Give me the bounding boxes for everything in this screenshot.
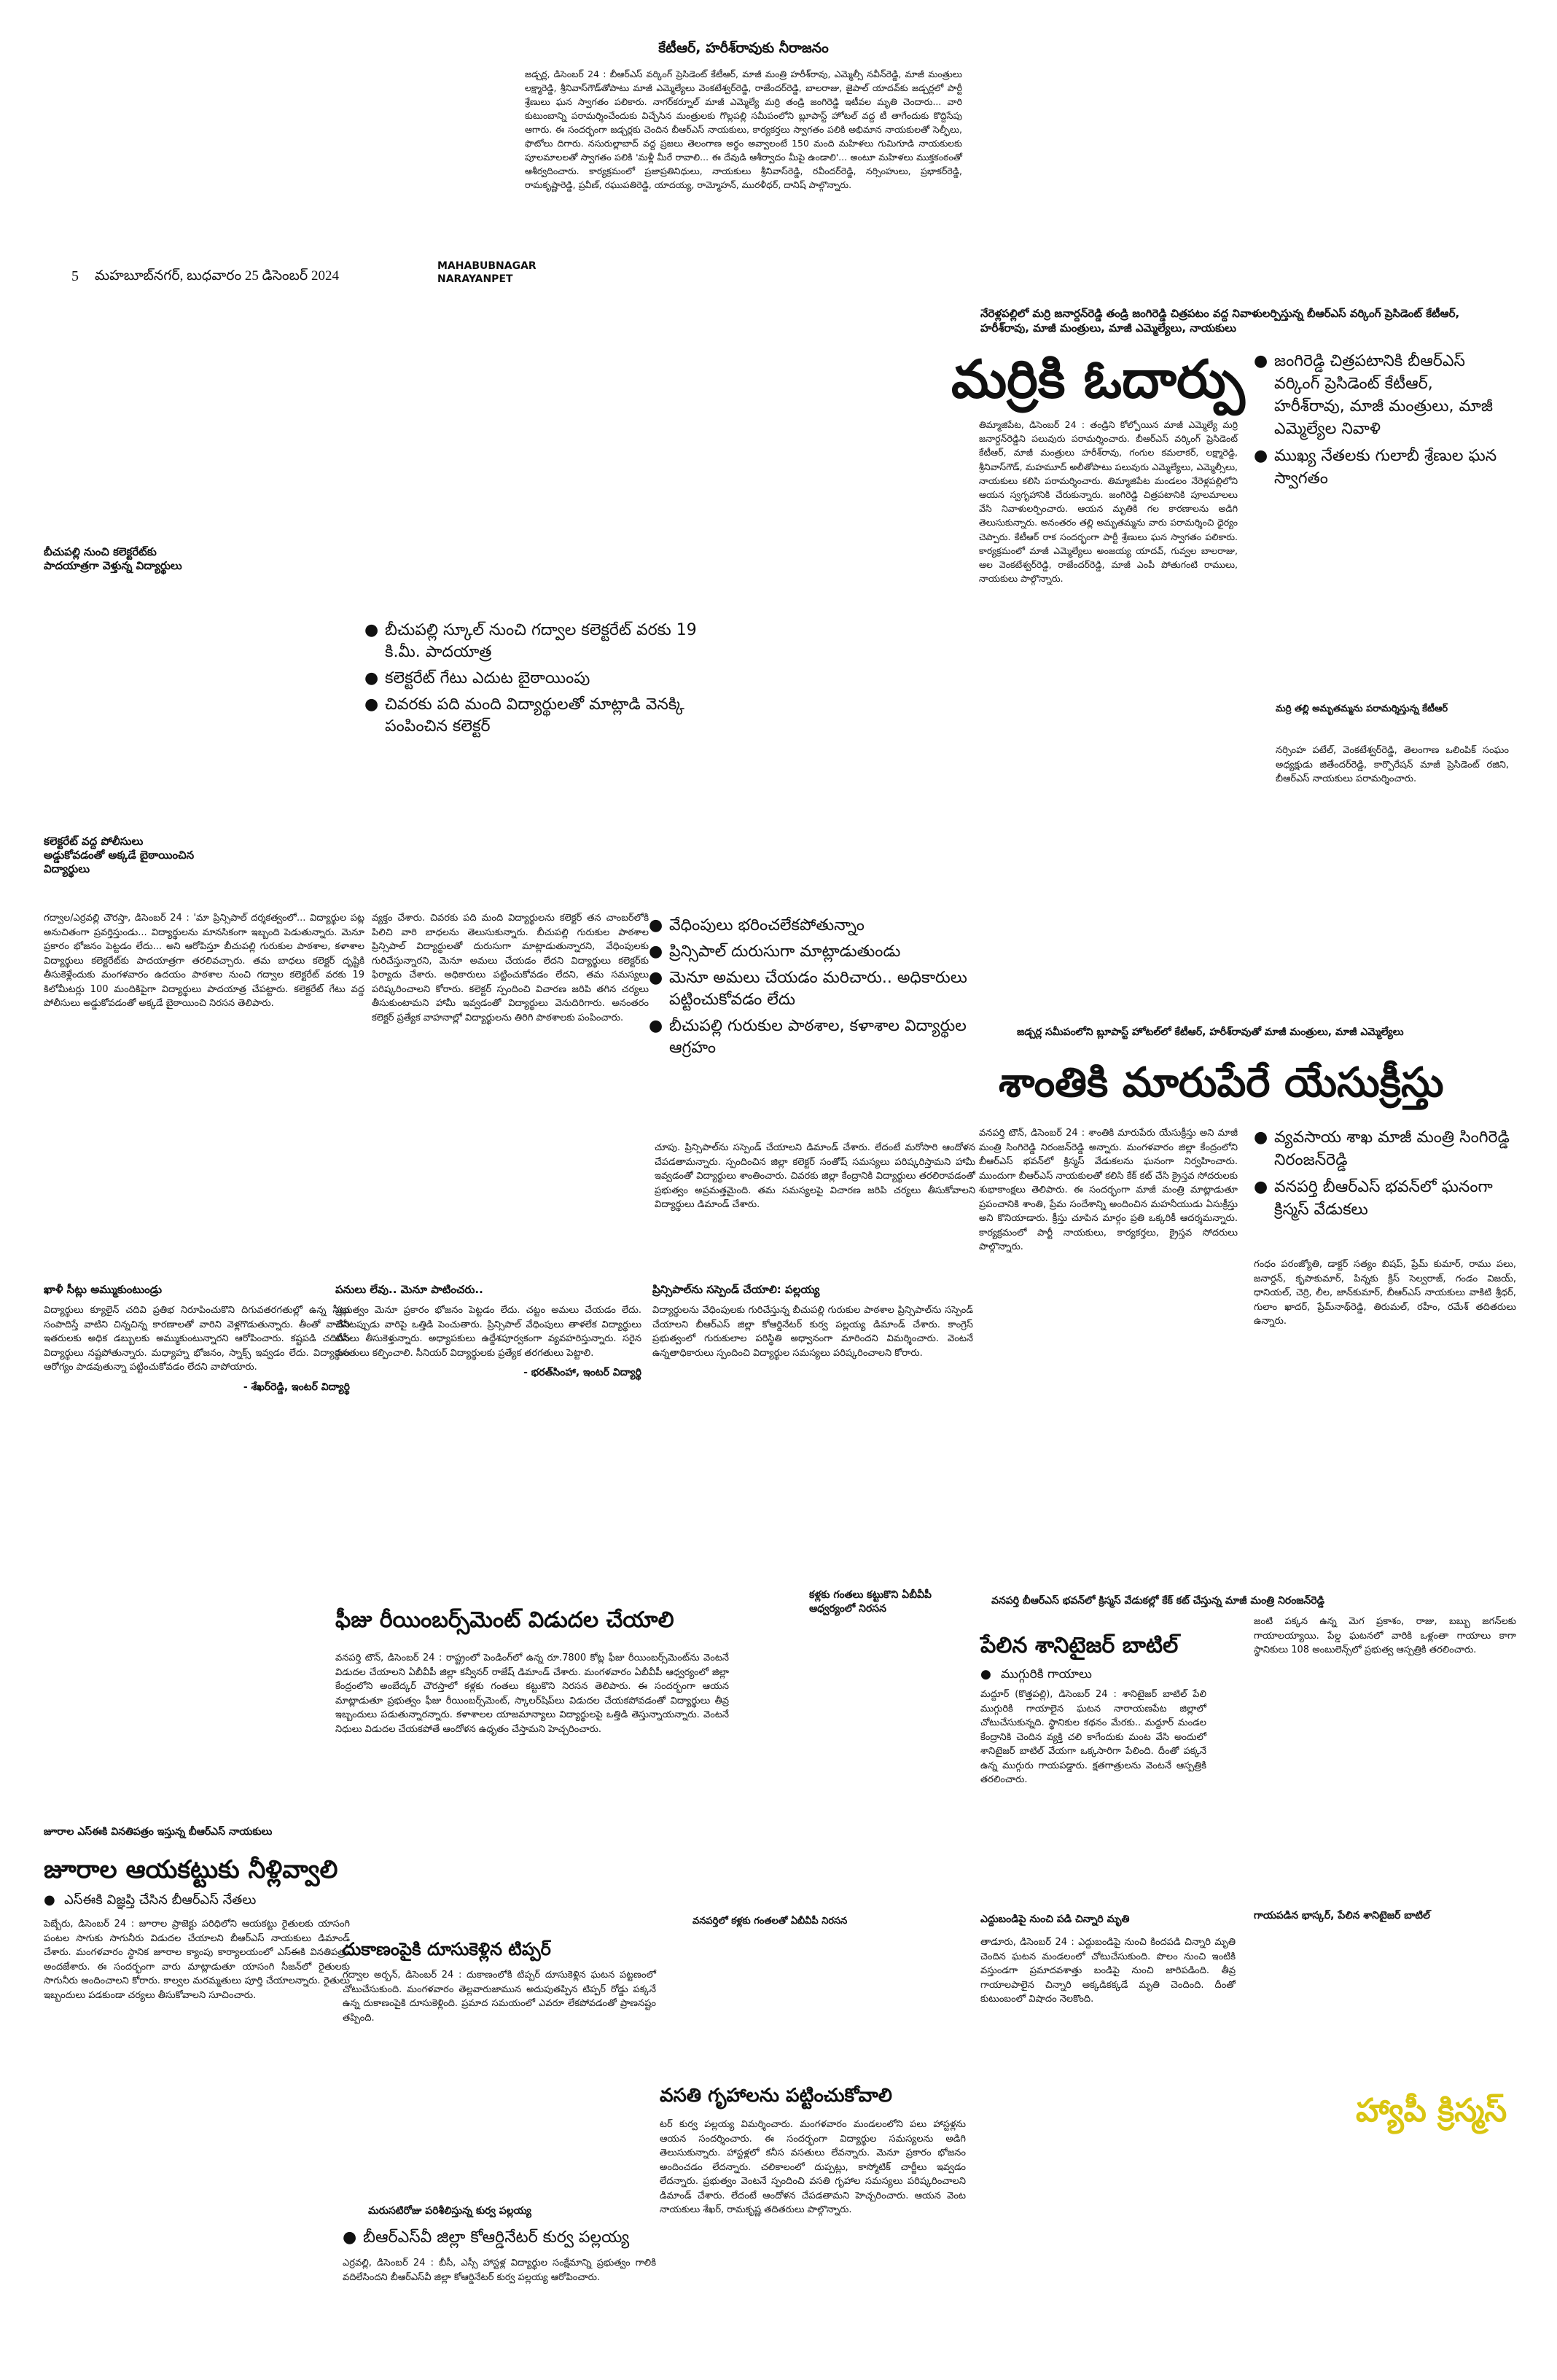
sanitizer-kicker: వనపర్తి బీఆర్ఎస్ భవన్‌లో క్రిస్మస్ వేడుకల్లో కేక్ కట్ చేస్తున్న మాజీ మంత్రి నిరంజన్‌రెడ్డి: [991, 1595, 1325, 1607]
edition-line-2: NARAYANPET: [437, 273, 513, 285]
gadwal-col-3: చూపు. ప్రిన్సిపాల్‌ను సస్పెండ్ చేయాలని డిమాండ్ చేశారు. లేదంటే మరోసారి ఆందోళన చేపడతామన్నారు. స్పందించిన జిల్లా కలెక్టర్ సంతోష్ సమస్యలు పరిష్కరిస్తామని హామీ ఇవ్వడంతో విద్యార్థులు శాంతించారు. చివరకు జిల్లా కేంద్రానికి విద్యార్థులు తరలిరావడంతో ప్రభుత్వం అప్రమత్తమైంది. తమ సమస్యలపై విచారణ జరిపి చర్యలు తీసుకోవాలని విద్యార్థులు డిమాండ్ చేశారు.: [655, 1142, 975, 1210]
gadwal-bullets: [364, 620, 714, 742]
edition-label: [437, 260, 536, 286]
bullet-item: ● ప్రిన్సిపాల్ దురుసుగా మాట్లాడుతుండు: [649, 941, 999, 963]
pallayya-bullets: [343, 2227, 751, 2253]
bullet-item: ● ఎస్ఈకి విజ్ఞప్తి చేసిన బీఆర్ఎస్ నేతలు: [44, 1892, 350, 1909]
subbox-2: [335, 1283, 641, 1379]
marri-body: తిమ్మాజిపేట, డిసెంబర్ 24 : తండ్రిని కోల్పోయిన మాజీ ఎమ్మెల్యే మర్రి జనార్దన్‌రెడ్డిని పలువురు పరామర్శించారు. బీఆర్ఎస్ వర్కింగ్ ప్రెసిడెంట్ కేటీఆర్, మాజీ మంత్రులు హరీశ్‌రావు, గంగుల కమలాకర్, లక్ష్మారెడ్డి, శ్రీనివాస్‌గౌడ్, మహమూద్ అలీతోపాటు పలువురు ఎమ్మెల్యేలు, ఎమ్మెల్సీలు, నాయకులు కలిసి పరామర్శించారు. తిమ్మాజిపేట మండలం నేరెళ్లపల్లిలోని ఆయన స్వగృహానికి చేరుకున్నారు. జంగిరెడ్డి చిత్రపటానికి పూలమాలలు వేసి నివాళులర్పించారు. ఆయన మృతికి గల కారణాలను అడిగి తెలుసుకున్నారు. అనంతరం తల్లి అమృతమ్మను వారు పరామర్శించి ధైర్యం చెప్పారు. కేటీఆర్ రాక సందర్భంగా పార్టీ శ్రేణులు ఘన స్వాగతం పలికారు. కార్యక్రమంలో మాజీ ఎమ్మెల్యేలు అంజయ్య యాదవ్, గువ్వల బాలరాజు, ఆల వెంకటేశ్వర్‌రెడ్డి, రాజేందర్‌రెడ్డి, మాజీ ఎంపీ పోతుగంటి రాములు, నాయకులు పాల్గొన్నారు.: [979, 419, 1238, 585]
pallayya-caption: మరుసటిరోజు పరిశీలిస్తున్న కుర్వ పల్లయ్య: [368, 2205, 531, 2217]
christmas-bullets: [1254, 1126, 1516, 1225]
pallayya-body: ఎర్రవల్లి, డిసెంబర్ 24 : బీసీ, ఎస్సీ హాస్టళ్ల విద్యార్థుల సంక్షేమాన్ని ప్రభుత్వం గాలికి వదిలేసిందని బీఆర్ఎస్‌వీ జిల్లా కోఆర్డినేటర్ కుర్వ పల్లయ్య ఆరోపించారు.: [343, 2258, 656, 2283]
marri-bullets: [1254, 350, 1502, 494]
page-dateline: మహబూబ్‌నగర్, బుధవారం 25 డిసెంబర్ 2024: [95, 268, 339, 284]
photo-caption-2: కలెక్టరేట్ వద్ద పోలీసులు అడ్డుకోవడంతో అక్కడే బైఠాయించిన విద్యార్థులు: [44, 835, 195, 875]
subbox-1-body: విద్యార్థులు క్యూలైన్ చదివి ప్రతిభ నిరూపించుకొని దిగువతరగతుల్లో ఉన్న సీట్లు సంపాదిస్తే వాటిని చిన్నచిన్న కారణాలతో వారిని వెళ్లగొడుతున్నారు. తీంతో వాటిని ఇతరులకు అధిక డబ్బులకు అమ్ముకుంటున్నారని ఆరోపించారు. కష్టపడి చదివిన విద్యార్థులు నష్టపోతున్నారు. మధ్యాహ్న భోజనం, స్నాక్స్ ఇవ్వడం లేదు. విద్యార్థుల ఆరోగ్యం పాడవుతున్నా పట్టించుకోవడం లేదని వాపోయారు.: [44, 1305, 350, 1373]
tipper-body: గద్వాల అర్బన్, డిసెంబర్ 24 : దుకాణంలోకి టిప్పర్ దూసుకెళ్లిన ఘటన పట్టణంలో చోటుచేసుకుంది. మంగళవారం తెల్లవారుజామున అదుపుతప్పిన టిప్పర్ రోడ్డు పక్కనే ఉన్న దుకాణంపైకి దూసుకెళ్లింది. ప్రమాద సమయంలో ఎవరూ లేకపోవడంతో ప్రాణనష్టం తప్పింది.: [343, 1970, 656, 2024]
bullet-item: ● కలెక్టరేట్ గేటు ఎదుట బైఠాయింపు: [364, 668, 714, 690]
subbox-1-head: ఖాళీ సీట్లు అమ్ముకుంటుండ్రు: [44, 1283, 163, 1296]
marri-caption-2-body: నర్సింహ పటేల్, వెంకటేశ్వర్‌రెడ్డి, తెలంగాణ ఒలింపిక్ సంఘం అధ్యక్షుడు జితేందర్‌రెడ్డి, కార్పొరేషన్ మాజీ ప్రెసిడెంట్ రజిని, బీఆర్ఎస్ నాయకులు పరామర్శించారు.: [1276, 745, 1509, 784]
subbox-3: [652, 1283, 973, 1360]
jurala-headline: జూరాల ఆయకట్టుకు నీళ్లివ్వాలి: [44, 1855, 338, 1884]
christmas-headline: శాంతికి మారుపేరే యేసుక్రీస్తు: [999, 1059, 1444, 1107]
marri-kicker: నేరెళ్లపల్లిలో మర్రి జనార్దన్‌రెడ్డి తండ్రి జంగిరెడ్డి చిత్రపటం వద్ద నివాళులర్పిస్తున్న బీఆర్ఎస్ వర్కింగ్ ప్రెసిడెంట్ కేటీఆర్, హరీశ్‌రావు, మాజీ మంత్రులు, మాజీ ఎమ్మెల్యేలు, నాయకులు: [980, 307, 1460, 335]
bullet-item: ● చివరకు పది మంది విద్యార్థులతో మాట్లాడి వెనక్కి పంపించిన కలెక్టర్: [364, 694, 714, 738]
gadwal-bullets-2: [649, 915, 999, 1064]
child-body: తాడూరు, డిసెంబర్ 24 : ఎద్దుబండిపై నుంచి కిందపడి చిన్నారి మృతి చెందిన ఘటన మండలంలో చోటుచేసుకుంది. పొలం నుంచి ఇంటికి వస్తుండగా ప్రమాదవశాత్తు బండిపై నుంచి జారిపడింది. తీవ్ర గాయాలపాలైన చిన్నారి అక్కడికక్కడే మృతి చెందింది. దీంతో కుటుంబంలో విషాదం నెలకొంది.: [980, 1937, 1236, 2005]
top-story-body: జడ్చర్ల, డిసెంబర్ 24 : బీఆర్ఎస్ వర్కింగ్ ప్రెసిడెంట్ కేటీఆర్, మాజీ మంత్రి హరీశ్‌రావు, ఎమ్మెల్సీ నవీన్‌రెడ్డి, మాజీ మంత్రులు లక్ష్మారెడ్డి, శ్రీనివాస్‌గౌడ్‌తోపాటు మాజీ ఎమ్మెల్యేలు వెంకటేశ్వర్‌రెడ్డి, రాజేందర్‌రెడ్డి, బాలరాజు, జైపాల్ యాదవ్‌కు జడ్చర్లలో పార్టీ శ్రేణులు ఘన స్వాగతం పలికారు. నాగర్‌కర్నూల్ మాజీ ఎమ్మెల్యే మర్రి తండ్రి జంగిరెడ్డి ఇటీవల మృతి చెందారు... వారి కుటుంబాన్ని పరామర్శించేందుకు విచ్చేసిన మంత్రులకు గొల్లపల్లి సమీపంలోని బ్లూపాస్ట్ హోటల్ వద్ద టీ తాగేందుకు కొద్దిసేపు ఆగారు. ఈ సందర్భంగా జడ్చర్లకు చెందిన బీఆర్ఎస్ నాయకులు, కార్యకర్తలు స్వాగతం పలికి అభిమాన నాయకులతో సెల్ఫీలు, ఫొటోలు దిగారు. నసురుల్లాబాద్ వద్ద ప్రజలు తెలంగాణ అర్థం అవ్వాలంటే 150 మంది మహిళలు గుమిగూడి నాయకులకు పూలమాలలతో స్వాగతం పలికి 'మళ్లీ మీరే రావాలి... ఈ దేవుడి ఆశీర్వాదం మీపై ఉండాలి'... అంటూ మహిళలు ముక్తకంఠంతో ఆశీర్వదించారు. కార్యక్రమంలో ప్రజాప్రతినిధులు, నాయకులు శ్రీనివాస్‌రెడ్డి, రవీందర్‌రెడ్డి, నర్సింహులు, ప్రభాకర్‌రెడ్డి, రామకృష్ణారెడ్డి, ప్రవీణ్, రఘుపతిరెడ్డి, యాదయ్య, రామ్మోహన్, మురళీధర్, దానిష్ పాల్గొన్నారు.: [525, 69, 962, 190]
christmas-body: వనపర్తి టౌన్, డిసెంబర్ 24 : శాంతికి మారుపేరు యేసుక్రీస్తు అని మాజీ మంత్రి సింగిరెడ్డి నిరంజన్‌రెడ్డి అన్నారు. మంగళవారం జిల్లా కేంద్రంలోని బీఆర్ఎస్ భవన్‌లో క్రిస్మస్ వేడుకలను ఘనంగా నిర్వహించారు. ముందుగా బీఆర్ఎస్ నాయకులతో కలిసి కేక్ కట్ చేసి క్రైస్తవ సోదరులకు శుభాకాంక్షలు తెలిపారు. ఈ సందర్భంగా మాజీ మంత్రి మాట్లాడుతూ ప్రపంచానికి శాంతి, ప్రేమ సందేశాన్ని అందించిన మహనీయుడు ఏసుక్రీస్తు అని కొనియాడారు. క్రీస్తు చూపిన మార్గం ప్రతి ఒక్కరికీ ఆదర్శమన్నారు. కార్యక్రమంలో పార్టీ నాయకులు, కార్యకర్తలు, క్రైస్తవ సోదరులు పాల్గొన్నారు.: [979, 1128, 1238, 1252]
page-number: 5: [71, 268, 79, 284]
marri-caption-2: మర్రి తల్లి అమృతమ్మను పరామర్శిస్తున్న కేటీఆర్: [1276, 703, 1448, 714]
subbox-3-head: ప్రిన్సిపాల్‌ను సస్పెండ్ చేయాలి: పల్లయ్య: [652, 1283, 820, 1296]
bullet-item: ● మెనూ అమలు చేయడం మరిచారు.. అధికారులు పట్టించుకోవడం లేదు: [649, 967, 999, 1011]
bullet-item: ● వేధింపులు భరించలేకపోతున్నాం: [649, 915, 999, 937]
sanitizer-photo-caption: గాయపడిన భాస్కర్, పేలిన శానిటైజర్ బాటిల్: [1254, 1910, 1430, 1921]
fee-body: వనపర్తి టౌన్, డిసెంబర్ 24 : రాష్ట్రంలో పెండింగ్‌లో ఉన్న రూ.7800 కోట్ల ఫీజు రీయింబర్స్‌మెంట్‌ను వెంటనే విడుదల చేయాలని ఏబీవీపీ జిల్లా కన్వీనర్ రాజేష్ డిమాండ్ చేశారు. మంగళవారం ఏబీవీపీ ఆధ్వర్యంలో జిల్లా కేంద్రంలోని అంబేద్కర్ చౌరస్తాలో కళ్లకు గంతలు కట్టుకొని నిరసన తెలిపారు. ఈ సందర్భంగా ఆయన మాట్లాడుతూ ప్రభుత్వం ఫీజు రీయింబర్స్‌మెంట్, స్కాలర్‌షిప్‌లు విడుదల చేయకపోవడంతో విద్యార్థులు తీవ్ర ఇబ్బందులు పడుతున్నారన్నారు. కళాశాలల యాజమాన్యాలు విద్యార్థులపై ఒత్తిడి తెస్తున్నాయన్నారు. వెంటనే నిధులు విడుదల చేయకపోతే ఆందోళన ఉధృతం చేస్తామని హెచ్చరించారు.: [335, 1653, 729, 1735]
tipper-headline: దుకాణంపైకి దూసుకెళ్లిన టిప్పర్: [343, 1939, 551, 1959]
happy-christmas-greeting: హ్యాపీ క్రిస్మస్: [1356, 2092, 1507, 2129]
child-head: ఎద్దుబండిపై నుంచి పడి చిన్నారి మృతి: [980, 1913, 1130, 1925]
bullet-item: ● బీచుపల్లి గురుకుల పాఠశాల, కళాశాల విద్యార్థుల ఆగ్రహం: [649, 1015, 999, 1059]
sanitizer-headline: పేలిన శానిటైజర్ బాటిల్: [980, 1633, 1179, 1658]
christmas-kicker: జడ్చర్ల సమీపంలోని బ్లూపాస్ట్ హోటల్‌లో కేటీఆర్, హరీశ్‌రావుతో మాజీ మంత్రులు, మాజీ ఎమ్మెల్యేలు: [1017, 1026, 1404, 1038]
bullet-item: ● వనపర్తి బీఆర్ఎస్ భవన్‌లో ఘనంగా క్రిస్మస్ వేడుకలు: [1254, 1176, 1516, 1221]
fee-headline: ఫీజు రీయింబర్స్‌మెంట్ విడుదల చేయాలి: [335, 1607, 674, 1633]
sanitizer-side: జంటి పక్కన ఉన్న మెగ ప్రకాశం, రాజు, బబ్బు జగన్‌లకు గాయాలయ్యాయి. పేల్డ ఘటనలో వారికి ఒళ్లంతా గాయాలు కాగా స్థానికులు 108 అంబులెన్స్‌లో ప్రభుత్వ ఆస్పత్రికి తరలించారు.: [1254, 1616, 1516, 1655]
christmas-body-2: గంధం పరంజ్యోతి, డాక్టర్ సత్యం బిషప్, ప్రేమ్ కుమార్, రాము పలు, జనార్దన్, కృపాకుమార్, పిన్నకు క్రిస్ సెల్వరాజ్, గండం విజయ్, ధానియల్, చెర్రి, లీల, జాన్‌కుమార్, బీఆర్ఎస్ నాయకులు వాకిటి శ్రీధర్, గులాం ఖాదర్, ప్రేమ్‌నాథ్‌రెడ్డి, తిరుమల్, రహీం, రమేశ్ తదితరులు ఉన్నారు.: [1254, 1259, 1516, 1327]
marri-headline: మర్రికి ఓదార్పు: [951, 348, 1245, 410]
bullet-item: ● ముఖ్య నేతలకు గులాబీ శ్రేణుల ఘన స్వాగతం: [1254, 445, 1502, 490]
jurala-body: పెబ్బేరు, డిసెంబర్ 24 : జూరాల ప్రాజెక్టు పరిధిలోని ఆయకట్టు రైతులకు యాసంగి పంటల సాగుకు సాగునీరు విడుదల చేయాలని బీఆర్ఎస్ నాయకులు డిమాండ్ చేశారు. మంగళవారం స్థానిక జూరాల క్యాంపు కార్యాలయంలో ఎస్ఈకి వినతిపత్రం అందజేశారు. ఈ సందర్భంగా వారు మాట్లాడుతూ యాసంగి సీజన్‌లో రైతులకు సాగునీరు అందించాలని కోరారు. కాల్వల మరమ్మతులు పూర్తి చేయాలన్నారు. రైతులు ఇబ్బందులు పడకుండా చర్యలు తీసుకోవాలని సూచించారు.: [44, 1919, 350, 2001]
gadwal-col-1: గద్వాల/ఎర్రవల్లి చౌరస్తా, డిసెంబర్ 24 : 'మా ప్రిన్సిపాల్ దర్శకత్వంలో... విద్యార్థుల పట్ల అనుచితంగా ప్రవర్తిస్తుండు... విద్యార్థులను మానసికంగా ఇబ్బంది పెడుతున్నారు. మెనూ ప్రకారం భోజనం పెట్టడం లేదు... అని ఆరోపిస్తూ బీచుపల్లి గురుకుల పాఠశాల, కళాశాల విద్యార్థులు కలెక్టరేట్‌కు పాదయాత్రగా తరలివచ్చారు. తమ బాధలు కలెక్టర్ దృష్టికి తీసుకెళ్లేందుకు మంగళవారం ఉదయం పాఠశాల నుంచి గద్వాల కలెక్టరేట్ వరకు 19 కిలోమీటర్లు 100 మందికిపైగా విద్యార్థులు పాదయాత్ర చేపట్టారు. కలెక్టరేట్ గేటు వద్ద పోలీసులు అడ్డుకోవడంతో అక్కడే బైఠాయించి నిరసన తెలిపారు.: [44, 913, 364, 1009]
subbox-1: [44, 1283, 350, 1394]
gadwal-col-2: వ్యక్తం చేశారు. చివరకు పది మంది విద్యార్థులను కలెక్టర్ తన చాంబర్‌లోకి పిలిచి వారి బాధలను తెలుసుకున్నారు. బీచుపల్లి గురుకుల పాఠశాల ప్రిన్సిపాల్ విద్యార్థులతో దురుసుగా మాట్లాడుతున్నారని, వేధింపులకు గురిచేస్తున్నారని, మెనూ అమలు చేయడం లేదని విద్యార్థులు కలెక్టర్‌కు ఫిర్యాదు చేశారు. అధికారులు పట్టించుకోవడం లేదని, తమ సమస్యలు పరిష్కరించాలని కోరారు. కలెక్టర్ స్పందించి విచారణ జరిపి తగిన చర్యలు తీసుకుంటామని హామీ ఇవ్వడంతో విద్యార్థులు వెనుదిరిగారు. అనంతరం కలెక్టర్ ప్రత్యేక వాహనాల్లో విద్యార్థులను తిరిగి పాఠశాలకు పంపించారు.: [372, 913, 649, 1023]
edition-line-1: MAHABUBNAGAR: [437, 260, 536, 272]
jurala-kicker: జూరాల ఎస్ఈకి వినతిపత్రం ఇస్తున్న బీఆర్ఎస్ నాయకులు: [44, 1826, 273, 1838]
jurala-bullets: [44, 1892, 350, 1913]
fee-side-caption: కళ్లకు గంతలు కట్టుకొని ఏబీవీపీ ఆధ్వర్యంలో నిరసన: [809, 1589, 932, 1615]
bullet-item: ● బీఆర్ఎస్‌వీ జిల్లా కోఆర్డినేటర్ కుర్వ పల్లయ్య: [343, 2227, 751, 2249]
bullet-item: ● జంగిరెడ్డి చిత్రపటానికి బీఆర్ఎస్ వర్కింగ్ ప్రెసిడెంట్ కేటీఆర్, హరీశ్‌రావు, మాజీ మంత్రులు, మాజీ ఎమ్మెల్యేల నివాళి: [1254, 350, 1502, 440]
photo-caption: బీచుపల్లి నుంచి కలెక్టరేట్‌కు పాదయాత్రగా వెళ్తున్న విద్యార్థులు: [44, 545, 182, 572]
top-story: [525, 40, 962, 192]
bullet-item: ● బీచుపల్లి స్కూల్ నుంచి గద్వాల కలెక్టరేట్ వరకు 19 కి.మీ. పాదయాత్ర: [364, 620, 714, 663]
subbox-2-head: పనులు లేవు.. మెనూ పాటించరు..: [335, 1283, 483, 1296]
sanitizer-body: మద్దూర్ (కొత్తపల్లి), డిసెంబర్ 24 : శానిటైజర్ బాటిల్ పేలి ముగ్గురికి గాయాలైన ఘటన నారాయణపేట జిల్లాలో చోటుచేసుకున్నది. స్థానికుల కథనం మేరకు.. మద్దూర్ మండల కేంద్రానికి చెందిన వ్యక్తి చలి కాగేందుకు మంట వేసి అందులో శానిటైజర్ బాటిల్ వేయగా ఒక్కసారిగా పేలింది. దీంతో పక్కనే ఉన్న ముగ్గురు గాయపడ్డారు. క్షతగాత్రులను వెంటనే ఆస్పత్రికి తరలించారు.: [980, 1689, 1206, 1785]
hostel-body: టర్ కుర్వ పల్లయ్య విమర్శించారు. మంగళవారం మండలంలోని పలు హాస్టళ్లను ఆయన సందర్శించారు. ఈ సందర్భంగా విద్యార్థుల సమస్యలను అడిగి తెలుసుకున్నారు. హాస్టళ్లలో కనీస వసతులు లేవన్నారు. మెనూ ప్రకారం భోజనం అందించడం లేదన్నారు. చలికాలంలో దుప్పట్లు, కాస్మోటిక్ చార్జీలు ఇవ్వడం లేదన్నారు. ప్రభుత్వం వెంటనే స్పందించి వసతి గృహాల సమస్యలు పరిష్కరించాలని డిమాండ్ చేశారు. లేదంటే ఆందోళన చేపడతామని హెచ్చరించారు. ఆయన వెంట నాయకులు శేఖర్, రామకృష్ణ తదితరులు పాల్గొన్నారు.: [660, 2119, 966, 2215]
bullet-item: ● వ్యవసాయ శాఖ మాజీ మంత్రి సింగిరెడ్డి నిరంజన్‌రెడ్డి: [1254, 1126, 1516, 1171]
hostel-headline: వసతి గృహాలను పట్టించుకోవాలి: [660, 2085, 892, 2107]
sanitizer-bullets: [980, 1666, 1257, 1688]
subbox-3-body: విద్యార్థులను వేధింపులకు గురిచేస్తున్న బీచుపల్లి గురుకుల పాఠశాల ప్రిన్సిపాల్‌ను సస్పెండ్ చేయాలని బీఆర్ఎస్ జిల్లా కోఆర్డినేటర్ కుర్వ పల్లయ్య డిమాండ్ చేశారు. కాంగ్రెస్ ప్రభుత్వంలో గురుకులాల పరిస్థితి అధ్వానంగా మారిందని విమర్శించారు. వెంటనే ఉన్నతాధికారులు స్పందించి విద్యార్థుల సమస్యలు పరిష్కరించాలని కోరారు.: [652, 1305, 973, 1359]
top-story-headline: కేటీఆర్, హరీశ్‌రావుకు నీరాజనం: [658, 40, 829, 56]
fee-side-caption-2: వనపర్తిలో కళ్లకు గంతలతో ఏబీవీపీ నిరసన: [692, 1916, 848, 1927]
subbox-2-credit: - భరత్‌సింహా, ఇంటర్ విద్యార్థి: [523, 1367, 641, 1378]
subbox-2-body: ప్రభుత్వం మెనూ ప్రకారం భోజనం పెట్టడం లేదు. చట్టం అమలు చేయడం లేదు. చేసేటప్పుడు వారిపై ఒత్తిడి పెంచుతారు. ప్రిన్సిపాల్ వేధింపులు తాళలేక విద్యార్థులు టీసీలు తీసుకెళ్తున్నారు. అధ్యాపకులు ఉద్దేశపూర్వకంగా వ్యవహరిస్తున్నారు. సరైన వసతులు కల్పించాలి. సీనియర్ విద్యార్థులకు ప్రత్యేక తరగతులు పెట్టాలి.: [335, 1305, 641, 1359]
bullet-item: ● ముగ్గురికి గాయాలు: [980, 1666, 1257, 1683]
subbox-1-credit: - శేఖర్‌రెడ్డి, ఇంటర్ విద్యార్థి: [243, 1381, 350, 1393]
